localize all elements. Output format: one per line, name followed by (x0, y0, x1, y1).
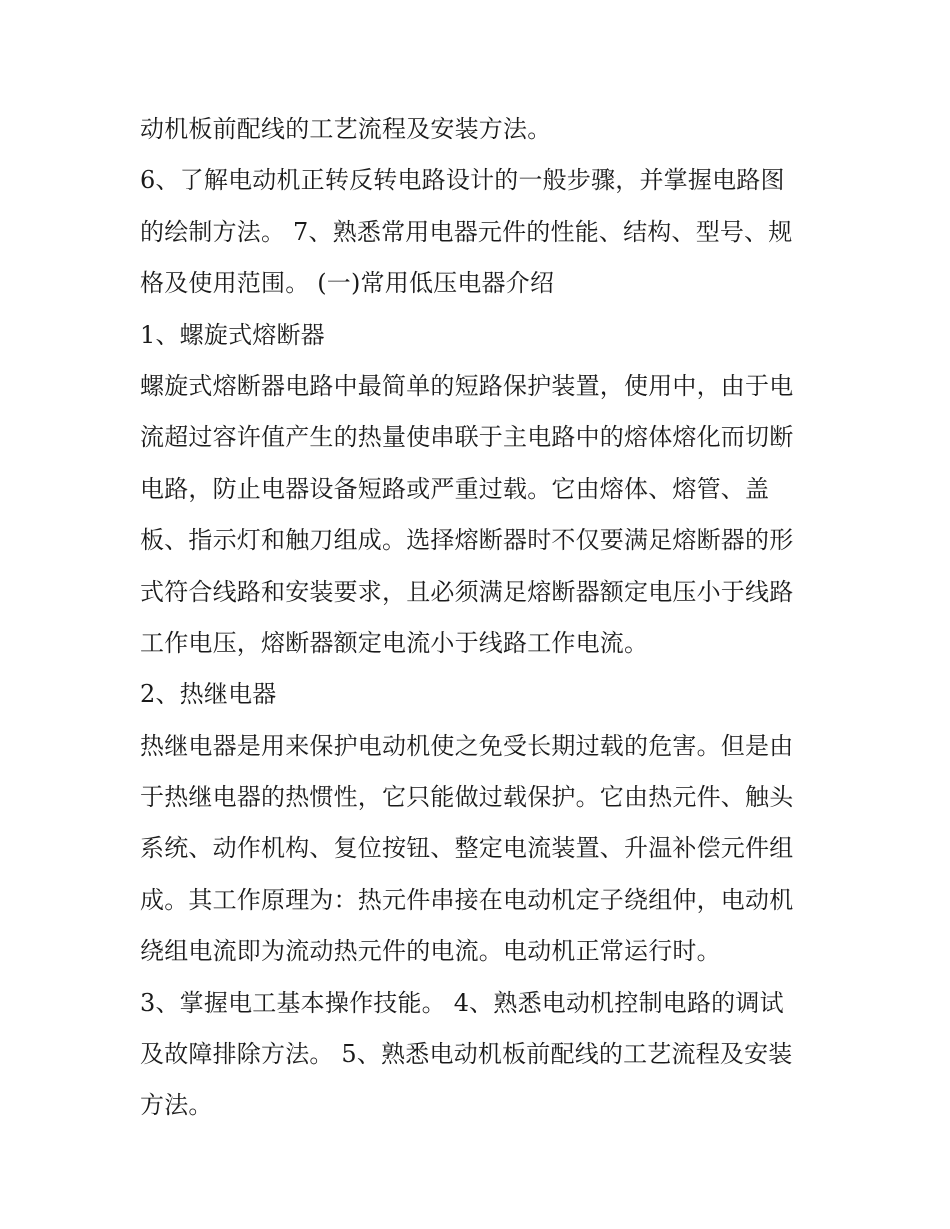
section-heading: 1、螺旋式熔断器 (140, 320, 325, 349)
text-line: 6、了解电动机正转反转电路设计的一般步骤，并掌握电路图 (140, 166, 785, 195)
document-body (140, 104, 815, 1132)
text-line: 的绘制方法。 7、熟悉常用电器元件的性能、结构、型号、规 (140, 217, 793, 246)
text-line: 电路，防止电器设备短路或严重过载。它由熔体、熔管、盖 (140, 474, 770, 503)
text-line: 于热继电器的热惯性，它只能做过载保护。它由热元件、触头 (140, 783, 794, 812)
text-line: 热继电器是用来保护电动机使之免受长期过载的危害。但是由 (140, 731, 794, 760)
section-heading: 2、热继电器 (140, 680, 277, 709)
text-line: 成。其工作原理为：热元件串接在电动机定子绕组仲，电动机 (140, 885, 794, 914)
text-line: 系统、动作机构、复位按钮、整定电流装置、升温补偿元件组 (140, 834, 794, 863)
text-line: 工作电压，熔断器额定电流小于线路工作电流。 (140, 628, 649, 657)
text-line: 绕组电流即为流动热元件的电流。电动机正常运行时。 (140, 937, 721, 966)
text-line: 格及使用范围。 (一)常用低压电器介绍 (140, 269, 555, 298)
text-line: 动机板前配线的工艺流程及安装方法。 (140, 115, 552, 143)
text-line: 式符合线路和安装要求，且必须满足熔断器额定电压小于线路 (140, 577, 794, 606)
text-line: 及故障排除方法。 5、熟悉电动机板前配线的工艺流程及安装 (140, 1040, 793, 1069)
text-line: 流超过容许值产生的热量使串联于主电路中的熔体熔化而切断 (140, 423, 794, 452)
text-line: 3、掌握电工基本操作技能。 4、熟悉电动机控制电路的调试 (140, 988, 784, 1017)
text-line: 板、指示灯和触刀组成。选择熔断器时不仅要满足熔断器的形 (140, 526, 794, 555)
text-line: 方法。 (140, 1091, 213, 1120)
text-line: 螺旋式熔断器电路中最简单的短路保护装置，使用中，由于电 (140, 371, 794, 400)
